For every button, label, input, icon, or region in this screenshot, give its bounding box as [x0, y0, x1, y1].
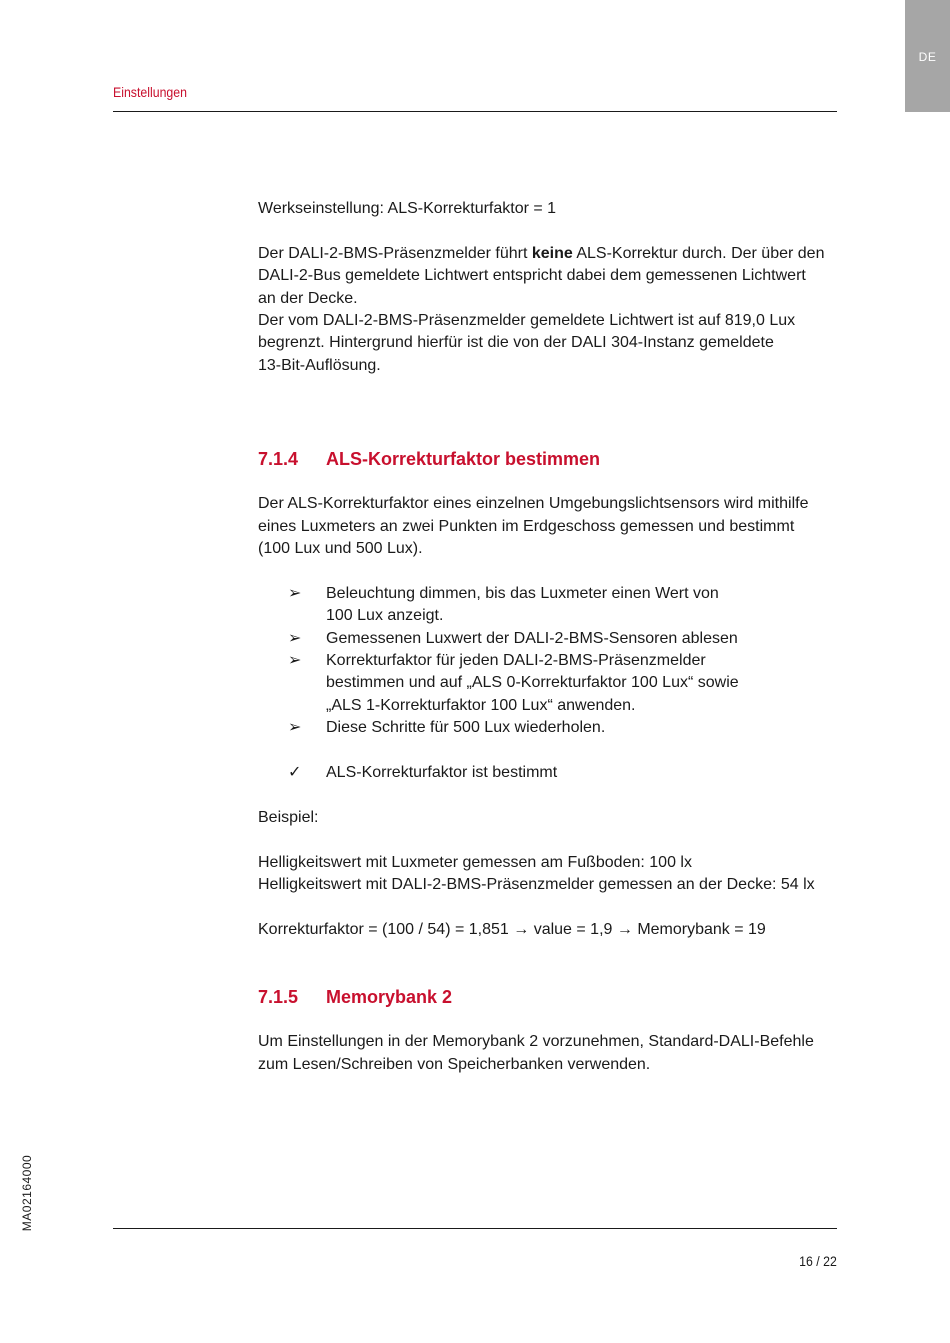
arrow-bullet-icon: ➢ — [288, 719, 302, 737]
intro-paragraph-line — [258, 243, 848, 265]
section-body-line: Um Einstellungen in der Memorybank 2 vorzunehmen, Standard-DALI-Befehle — [258, 1033, 814, 1051]
formula-line: Korrekturfaktor = (100 / 54) = 1,851 → value = 1,9 → Memorybank = 19 — [258, 920, 766, 938]
intro-paragraph-line: Der vom DALI-2-BMS-Präsenzmelder gemeldete Lichtwert ist auf 819,0 Lux — [258, 312, 796, 330]
section-heading-715 — [258, 985, 848, 1009]
emphasis-text: keine — [531, 244, 573, 262]
language-tab: DE — [905, 0, 950, 112]
document-id: MA02164000 — [20, 1154, 34, 1232]
example-line: Helligkeitswert mit DALI-2-BMS-Präsenzmelder gemessen an der Decke: 54 lx — [258, 876, 815, 894]
intro-paragraph-line: DALI-2-Bus gemeldete Lichtwert entspricht dabei dem gemessenen Lichtwert — [258, 267, 806, 285]
arrow-bullet-icon: ➢ — [288, 584, 302, 602]
result-text: ALS-Korrekturfaktor ist bestimmt — [326, 764, 558, 782]
text-span: Der DALI-2-BMS-Präsenzmelder führt — [258, 244, 532, 262]
factory-setting-text: Werkseinstellung: ALS-Korrekturfaktor = 1 — [258, 200, 557, 217]
section-intro-line: eines Luxmeters an zwei Punkten im Erdgeschoss gemessen und bestimmt — [258, 517, 795, 535]
section-body-line: zum Lesen/Schreiben von Speicherbanken verwenden. — [258, 1055, 651, 1073]
section-intro-line: (100 Lux und 500 Lux). — [258, 540, 423, 558]
header-section-title: Einstellungen — [113, 84, 187, 100]
footer-rule — [113, 1228, 837, 1229]
arrow-bullet-icon: ➢ — [288, 652, 302, 670]
section-title: ALS-Korrekturfaktor bestimmen — [326, 449, 601, 470]
arrow-bullet-icon: ➢ — [288, 629, 302, 647]
step-text: Gemessenen Luxwert der DALI-2-BMS-Sensoren ablesen — [326, 629, 738, 647]
intro-paragraph-line: 13-Bit-Auflösung. — [258, 356, 381, 374]
main-content — [258, 198, 848, 1076]
section-title: Memorybank 2 — [326, 987, 453, 1008]
checkmark-icon: ✓ — [288, 764, 302, 782]
step-item — [258, 583, 848, 628]
example-line: Helligkeitswert mit Luxmeter gemessen am Fußboden: 100 lx — [258, 853, 692, 871]
text-span: ALS-Korrektur durch. Der über den — [572, 244, 825, 262]
step-text: Diese Schritte für 500 Lux wiederholen. — [326, 719, 606, 737]
section-heading-714 — [258, 447, 848, 471]
step-text: 100 Lux anzeigt. — [326, 607, 444, 625]
step-item — [258, 650, 848, 717]
example-label: Beispiel: — [258, 808, 319, 826]
page-number: 16 / 22 — [799, 1253, 837, 1269]
header-rule — [113, 111, 837, 112]
step-item — [258, 628, 848, 650]
step-text: bestimmen und auf „ALS 0-Korrekturfaktor 100 Lux“ sowie — [326, 674, 739, 692]
intro-paragraph-line: begrenzt. Hintergrund hierfür ist die von der DALI 304-Instanz gemeldete — [258, 334, 774, 352]
step-text: Beleuchtung dimmen, bis das Luxmeter einen Wert von — [326, 584, 719, 602]
section-number: 7.1.5 — [258, 987, 299, 1008]
step-item — [258, 717, 848, 739]
result-item — [258, 762, 848, 784]
section-intro-line: Der ALS-Korrekturfaktor eines einzelnen Umgebungslichtsensors wird mithilfe — [258, 495, 809, 513]
section-number: 7.1.4 — [258, 449, 299, 470]
intro-paragraph-line: an der Decke. — [258, 289, 358, 307]
step-text: „ALS 1-Korrekturfaktor 100 Lux“ anwenden. — [326, 696, 636, 714]
step-text: Korrekturfaktor für jeden DALI-2-BMS-Präsenzmelder — [326, 652, 706, 670]
